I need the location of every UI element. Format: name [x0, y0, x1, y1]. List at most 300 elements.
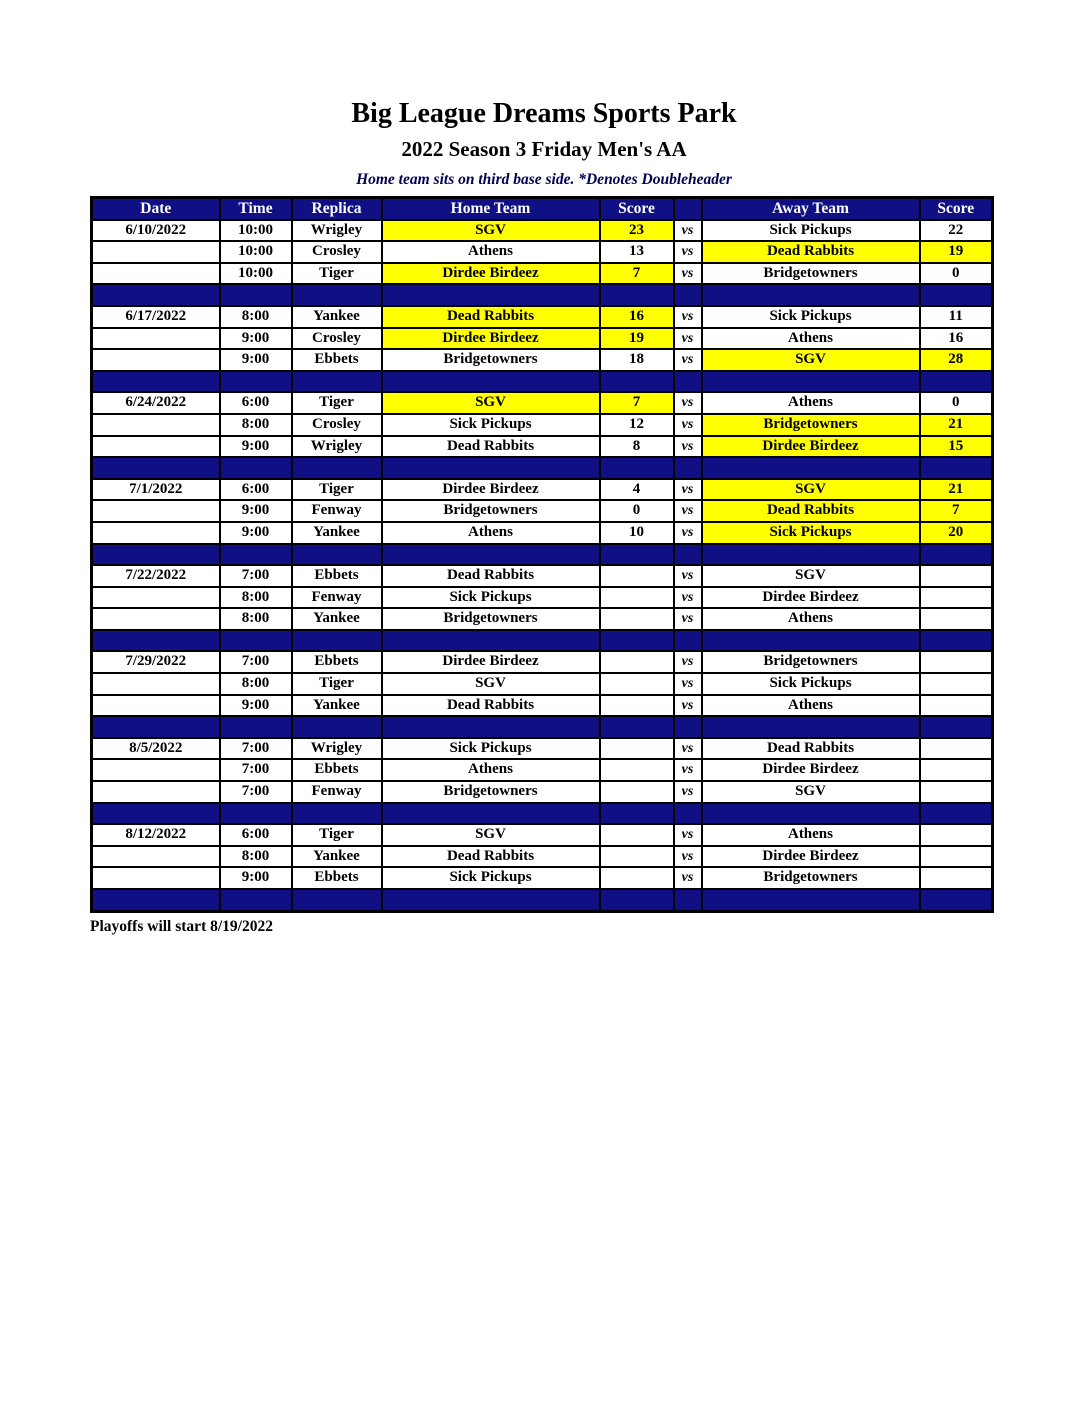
game-row — [92, 479, 993, 501]
vs-cell: vs — [674, 759, 702, 781]
vs-cell: vs — [674, 306, 702, 328]
separator-cell — [382, 803, 600, 825]
time-cell: 8:00 — [220, 414, 292, 436]
separator-cell — [674, 803, 702, 825]
home-team-cell: SGV — [382, 392, 600, 414]
vs-cell: vs — [674, 781, 702, 803]
home-score-cell — [600, 846, 674, 868]
separator-cell — [600, 371, 674, 393]
separator-cell — [674, 544, 702, 566]
home-team-cell: Sick Pickups — [382, 867, 600, 889]
vs-cell: vs — [674, 263, 702, 285]
time-cell: 6:00 — [220, 479, 292, 501]
separator-cell — [702, 371, 920, 393]
game-row — [92, 608, 993, 630]
replica-cell: Ebbets — [292, 349, 382, 371]
header-cell: Away Team — [702, 198, 920, 220]
time-cell: 7:00 — [220, 759, 292, 781]
vs-cell: vs — [674, 414, 702, 436]
away-team-cell: Athens — [702, 824, 920, 846]
away-team-cell: SGV — [702, 479, 920, 501]
away-team-cell: Sick Pickups — [702, 220, 920, 242]
date-cell: 6/10/2022 — [92, 220, 220, 242]
separator-cell — [600, 630, 674, 652]
separator-row — [92, 630, 993, 652]
separator-cell — [702, 630, 920, 652]
replica-cell: Ebbets — [292, 651, 382, 673]
date-cell — [92, 587, 220, 609]
separator-cell — [220, 889, 292, 911]
away-score-cell: 11 — [920, 306, 993, 328]
separator-cell — [92, 716, 220, 738]
replica-cell: Wrigley — [292, 436, 382, 458]
home-score-cell — [600, 565, 674, 587]
date-cell: 6/17/2022 — [92, 306, 220, 328]
date-cell — [92, 759, 220, 781]
home-team-cell: Sick Pickups — [382, 738, 600, 760]
away-score-cell: 7 — [920, 500, 993, 522]
separator-cell — [292, 716, 382, 738]
vs-cell: vs — [674, 565, 702, 587]
game-row — [92, 328, 993, 350]
away-team-cell: Dirdee Birdeez — [702, 587, 920, 609]
separator-cell — [702, 716, 920, 738]
separator-cell — [920, 457, 993, 479]
time-cell: 6:00 — [220, 392, 292, 414]
game-row — [92, 500, 993, 522]
separator-cell — [702, 889, 920, 911]
date-cell — [92, 328, 220, 350]
away-team-cell: Bridgetowners — [702, 867, 920, 889]
separator-cell — [674, 284, 702, 306]
separator-row — [92, 284, 993, 306]
vs-cell: vs — [674, 328, 702, 350]
home-team-cell: Dead Rabbits — [382, 436, 600, 458]
away-team-cell: Sick Pickups — [702, 306, 920, 328]
separator-cell — [92, 803, 220, 825]
away-score-cell — [920, 651, 993, 673]
home-team-cell: Sick Pickups — [382, 414, 600, 436]
separator-cell — [702, 284, 920, 306]
game-row — [92, 587, 993, 609]
time-cell: 7:00 — [220, 651, 292, 673]
separator-cell — [292, 284, 382, 306]
time-cell: 9:00 — [220, 328, 292, 350]
separator-row — [92, 889, 993, 911]
home-team-cell: Dead Rabbits — [382, 306, 600, 328]
time-cell: 10:00 — [220, 220, 292, 242]
home-score-cell — [600, 867, 674, 889]
date-cell — [92, 436, 220, 458]
away-team-cell: SGV — [702, 781, 920, 803]
header-cell: Score — [920, 198, 993, 220]
replica-cell: Fenway — [292, 500, 382, 522]
time-cell: 7:00 — [220, 781, 292, 803]
replica-cell: Yankee — [292, 846, 382, 868]
separator-cell — [920, 803, 993, 825]
game-row — [92, 436, 993, 458]
home-score-cell — [600, 587, 674, 609]
home-team-cell: Dead Rabbits — [382, 695, 600, 717]
separator-cell — [292, 371, 382, 393]
date-cell — [92, 263, 220, 285]
home-score-cell — [600, 651, 674, 673]
date-cell: 7/29/2022 — [92, 651, 220, 673]
separator-cell — [292, 889, 382, 911]
game-row — [92, 522, 993, 544]
replica-cell: Crosley — [292, 241, 382, 263]
time-cell: 9:00 — [220, 522, 292, 544]
game-row — [92, 263, 993, 285]
separator-cell — [92, 630, 220, 652]
away-score-cell — [920, 608, 993, 630]
time-cell: 10:00 — [220, 263, 292, 285]
vs-cell: vs — [674, 241, 702, 263]
time-cell: 9:00 — [220, 695, 292, 717]
date-cell — [92, 695, 220, 717]
vs-cell: vs — [674, 651, 702, 673]
game-row — [92, 695, 993, 717]
home-team-cell: Dirdee Birdeez — [382, 479, 600, 501]
separator-cell — [220, 371, 292, 393]
separator-cell — [220, 716, 292, 738]
separator-cell — [920, 371, 993, 393]
replica-cell: Wrigley — [292, 220, 382, 242]
away-score-cell: 22 — [920, 220, 993, 242]
separator-cell — [382, 284, 600, 306]
vs-cell: vs — [674, 500, 702, 522]
away-team-cell: Athens — [702, 328, 920, 350]
away-score-cell: 28 — [920, 349, 993, 371]
away-team-cell: Sick Pickups — [702, 522, 920, 544]
replica-cell: Tiger — [292, 673, 382, 695]
footer-note: Playoffs will start 8/19/2022 — [90, 917, 273, 935]
page-title: Big League Dreams Sports Park — [351, 98, 737, 129]
home-score-cell: 4 — [600, 479, 674, 501]
time-cell: 9:00 — [220, 436, 292, 458]
separator-cell — [600, 457, 674, 479]
separator-cell — [920, 544, 993, 566]
vs-cell: vs — [674, 522, 702, 544]
header-cell — [674, 198, 702, 220]
date-cell — [92, 673, 220, 695]
separator-cell — [702, 457, 920, 479]
away-score-cell: 0 — [920, 392, 993, 414]
home-score-cell — [600, 781, 674, 803]
date-cell: 7/22/2022 — [92, 565, 220, 587]
away-score-cell: 15 — [920, 436, 993, 458]
replica-cell: Tiger — [292, 392, 382, 414]
game-row — [92, 306, 993, 328]
time-cell: 8:00 — [220, 846, 292, 868]
separator-cell — [382, 716, 600, 738]
separator-cell — [382, 544, 600, 566]
separator-cell — [220, 284, 292, 306]
date-cell: 8/12/2022 — [92, 824, 220, 846]
header-row — [92, 198, 993, 220]
home-score-cell — [600, 824, 674, 846]
separator-cell — [92, 457, 220, 479]
home-team-cell: Bridgetowners — [382, 781, 600, 803]
home-score-cell — [600, 695, 674, 717]
replica-cell: Fenway — [292, 587, 382, 609]
home-team-cell: Dirdee Birdeez — [382, 651, 600, 673]
schedule-table-body — [92, 220, 993, 912]
game-row — [92, 392, 993, 414]
away-team-cell: SGV — [702, 349, 920, 371]
away-score-cell — [920, 587, 993, 609]
header-cell: Home Team — [382, 198, 600, 220]
replica-cell: Yankee — [292, 522, 382, 544]
vs-cell: vs — [674, 220, 702, 242]
time-cell: 9:00 — [220, 500, 292, 522]
separator-row — [92, 371, 993, 393]
vs-cell: vs — [674, 695, 702, 717]
home-team-cell: SGV — [382, 824, 600, 846]
vs-cell: vs — [674, 824, 702, 846]
separator-cell — [600, 544, 674, 566]
home-score-cell: 7 — [600, 392, 674, 414]
replica-cell: Tiger — [292, 263, 382, 285]
date-cell: 7/1/2022 — [92, 479, 220, 501]
home-score-cell: 10 — [600, 522, 674, 544]
vs-cell: vs — [674, 479, 702, 501]
home-team-cell: Dead Rabbits — [382, 565, 600, 587]
replica-cell: Ebbets — [292, 565, 382, 587]
separator-cell — [220, 803, 292, 825]
date-cell — [92, 349, 220, 371]
home-score-cell: 0 — [600, 500, 674, 522]
away-score-cell — [920, 867, 993, 889]
home-score-cell: 19 — [600, 328, 674, 350]
vs-cell: vs — [674, 587, 702, 609]
separator-cell — [600, 284, 674, 306]
time-cell: 9:00 — [220, 349, 292, 371]
home-team-cell: Bridgetowners — [382, 349, 600, 371]
separator-cell — [382, 889, 600, 911]
game-row — [92, 673, 993, 695]
away-score-cell: 16 — [920, 328, 993, 350]
home-score-cell — [600, 673, 674, 695]
home-team-cell: Athens — [382, 522, 600, 544]
away-team-cell: Dirdee Birdeez — [702, 846, 920, 868]
away-team-cell: Athens — [702, 608, 920, 630]
separator-cell — [382, 371, 600, 393]
away-score-cell — [920, 759, 993, 781]
time-cell: 10:00 — [220, 241, 292, 263]
separator-row — [92, 803, 993, 825]
time-cell: 7:00 — [220, 738, 292, 760]
home-score-cell: 18 — [600, 349, 674, 371]
replica-cell: Crosley — [292, 328, 382, 350]
separator-cell — [674, 889, 702, 911]
separator-cell — [674, 371, 702, 393]
time-cell: 8:00 — [220, 608, 292, 630]
schedule-table-header — [92, 198, 993, 220]
home-score-cell: 23 — [600, 220, 674, 242]
header-cell: Replica — [292, 198, 382, 220]
time-cell: 8:00 — [220, 673, 292, 695]
home-score-cell: 12 — [600, 414, 674, 436]
vs-cell: vs — [674, 349, 702, 371]
replica-cell: Wrigley — [292, 738, 382, 760]
replica-cell: Yankee — [292, 306, 382, 328]
home-score-cell — [600, 759, 674, 781]
game-row — [92, 824, 993, 846]
game-row — [92, 651, 993, 673]
separator-cell — [292, 457, 382, 479]
date-cell — [92, 522, 220, 544]
replica-cell: Yankee — [292, 608, 382, 630]
away-team-cell: Sick Pickups — [702, 673, 920, 695]
separator-cell — [920, 284, 993, 306]
away-team-cell: Dead Rabbits — [702, 738, 920, 760]
game-row — [92, 241, 993, 263]
date-cell: 6/24/2022 — [92, 392, 220, 414]
home-team-cell: Bridgetowners — [382, 608, 600, 630]
separator-cell — [92, 889, 220, 911]
away-team-cell: Bridgetowners — [702, 263, 920, 285]
separator-cell — [702, 803, 920, 825]
vs-cell: vs — [674, 738, 702, 760]
date-cell: 8/5/2022 — [92, 738, 220, 760]
game-row — [92, 738, 993, 760]
away-team-cell: Dead Rabbits — [702, 500, 920, 522]
replica-cell: Ebbets — [292, 867, 382, 889]
separator-cell — [292, 803, 382, 825]
date-cell — [92, 608, 220, 630]
separator-cell — [220, 544, 292, 566]
away-score-cell — [920, 781, 993, 803]
home-team-cell: SGV — [382, 220, 600, 242]
separator-row — [92, 457, 993, 479]
away-score-cell: 0 — [920, 263, 993, 285]
separator-cell — [920, 889, 993, 911]
time-cell: 9:00 — [220, 867, 292, 889]
home-score-cell — [600, 738, 674, 760]
separator-row — [92, 544, 993, 566]
home-score-cell: 16 — [600, 306, 674, 328]
vs-cell: vs — [674, 392, 702, 414]
page-note: Home team sits on third base side. *Denotes Doubleheader — [356, 171, 732, 188]
home-team-cell: Dirdee Birdeez — [382, 328, 600, 350]
game-row — [92, 867, 993, 889]
separator-cell — [92, 371, 220, 393]
home-score-cell: 13 — [600, 241, 674, 263]
vs-cell: vs — [674, 673, 702, 695]
home-score-cell — [600, 608, 674, 630]
separator-cell — [702, 544, 920, 566]
separator-cell — [292, 544, 382, 566]
away-score-cell — [920, 738, 993, 760]
separator-cell — [382, 457, 600, 479]
away-team-cell: Bridgetowners — [702, 651, 920, 673]
vs-cell: vs — [674, 436, 702, 458]
date-cell — [92, 241, 220, 263]
replica-cell: Tiger — [292, 824, 382, 846]
separator-cell — [920, 716, 993, 738]
away-score-cell: 19 — [920, 241, 993, 263]
separator-cell — [920, 630, 993, 652]
away-team-cell: Dead Rabbits — [702, 241, 920, 263]
away-score-cell — [920, 673, 993, 695]
away-score-cell: 20 — [920, 522, 993, 544]
away-score-cell — [920, 846, 993, 868]
date-cell — [92, 846, 220, 868]
game-row — [92, 759, 993, 781]
time-cell: 8:00 — [220, 306, 292, 328]
time-cell: 6:00 — [220, 824, 292, 846]
separator-cell — [600, 803, 674, 825]
away-team-cell: Athens — [702, 695, 920, 717]
date-cell — [92, 500, 220, 522]
header-cell: Date — [92, 198, 220, 220]
vs-cell: vs — [674, 608, 702, 630]
away-score-cell — [920, 695, 993, 717]
separator-cell — [92, 544, 220, 566]
home-team-cell: Sick Pickups — [382, 587, 600, 609]
separator-cell — [220, 457, 292, 479]
separator-cell — [600, 889, 674, 911]
away-team-cell: Athens — [702, 392, 920, 414]
separator-cell — [92, 284, 220, 306]
time-cell: 7:00 — [220, 565, 292, 587]
game-row — [92, 349, 993, 371]
game-row — [92, 414, 993, 436]
away-team-cell: Dirdee Birdeez — [702, 759, 920, 781]
home-team-cell: Dead Rabbits — [382, 846, 600, 868]
vs-cell: vs — [674, 867, 702, 889]
separator-cell — [674, 630, 702, 652]
away-score-cell: 21 — [920, 414, 993, 436]
separator-cell — [382, 630, 600, 652]
game-row — [92, 565, 993, 587]
header-cell: Time — [220, 198, 292, 220]
date-cell — [92, 414, 220, 436]
page-subtitle: 2022 Season 3 Friday Men's AA — [401, 137, 687, 161]
replica-cell: Ebbets — [292, 759, 382, 781]
separator-cell — [600, 716, 674, 738]
separator-cell — [674, 457, 702, 479]
away-score-cell: 21 — [920, 479, 993, 501]
home-score-cell: 7 — [600, 263, 674, 285]
schedule-table — [90, 196, 994, 913]
away-team-cell: Bridgetowners — [702, 414, 920, 436]
home-team-cell: SGV — [382, 673, 600, 695]
game-row — [92, 220, 993, 242]
game-row — [92, 846, 993, 868]
home-score-cell: 8 — [600, 436, 674, 458]
home-team-cell: Athens — [382, 241, 600, 263]
header-cell: Score — [600, 198, 674, 220]
replica-cell: Crosley — [292, 414, 382, 436]
replica-cell: Yankee — [292, 695, 382, 717]
vs-cell: vs — [674, 846, 702, 868]
separator-cell — [220, 630, 292, 652]
away-team-cell: Dirdee Birdeez — [702, 436, 920, 458]
game-row — [92, 781, 993, 803]
away-score-cell — [920, 824, 993, 846]
replica-cell: Tiger — [292, 479, 382, 501]
date-cell — [92, 781, 220, 803]
separator-cell — [292, 630, 382, 652]
time-cell: 8:00 — [220, 587, 292, 609]
date-cell — [92, 867, 220, 889]
separator-cell — [674, 716, 702, 738]
home-team-cell: Dirdee Birdeez — [382, 263, 600, 285]
separator-row — [92, 716, 993, 738]
home-team-cell: Bridgetowners — [382, 500, 600, 522]
